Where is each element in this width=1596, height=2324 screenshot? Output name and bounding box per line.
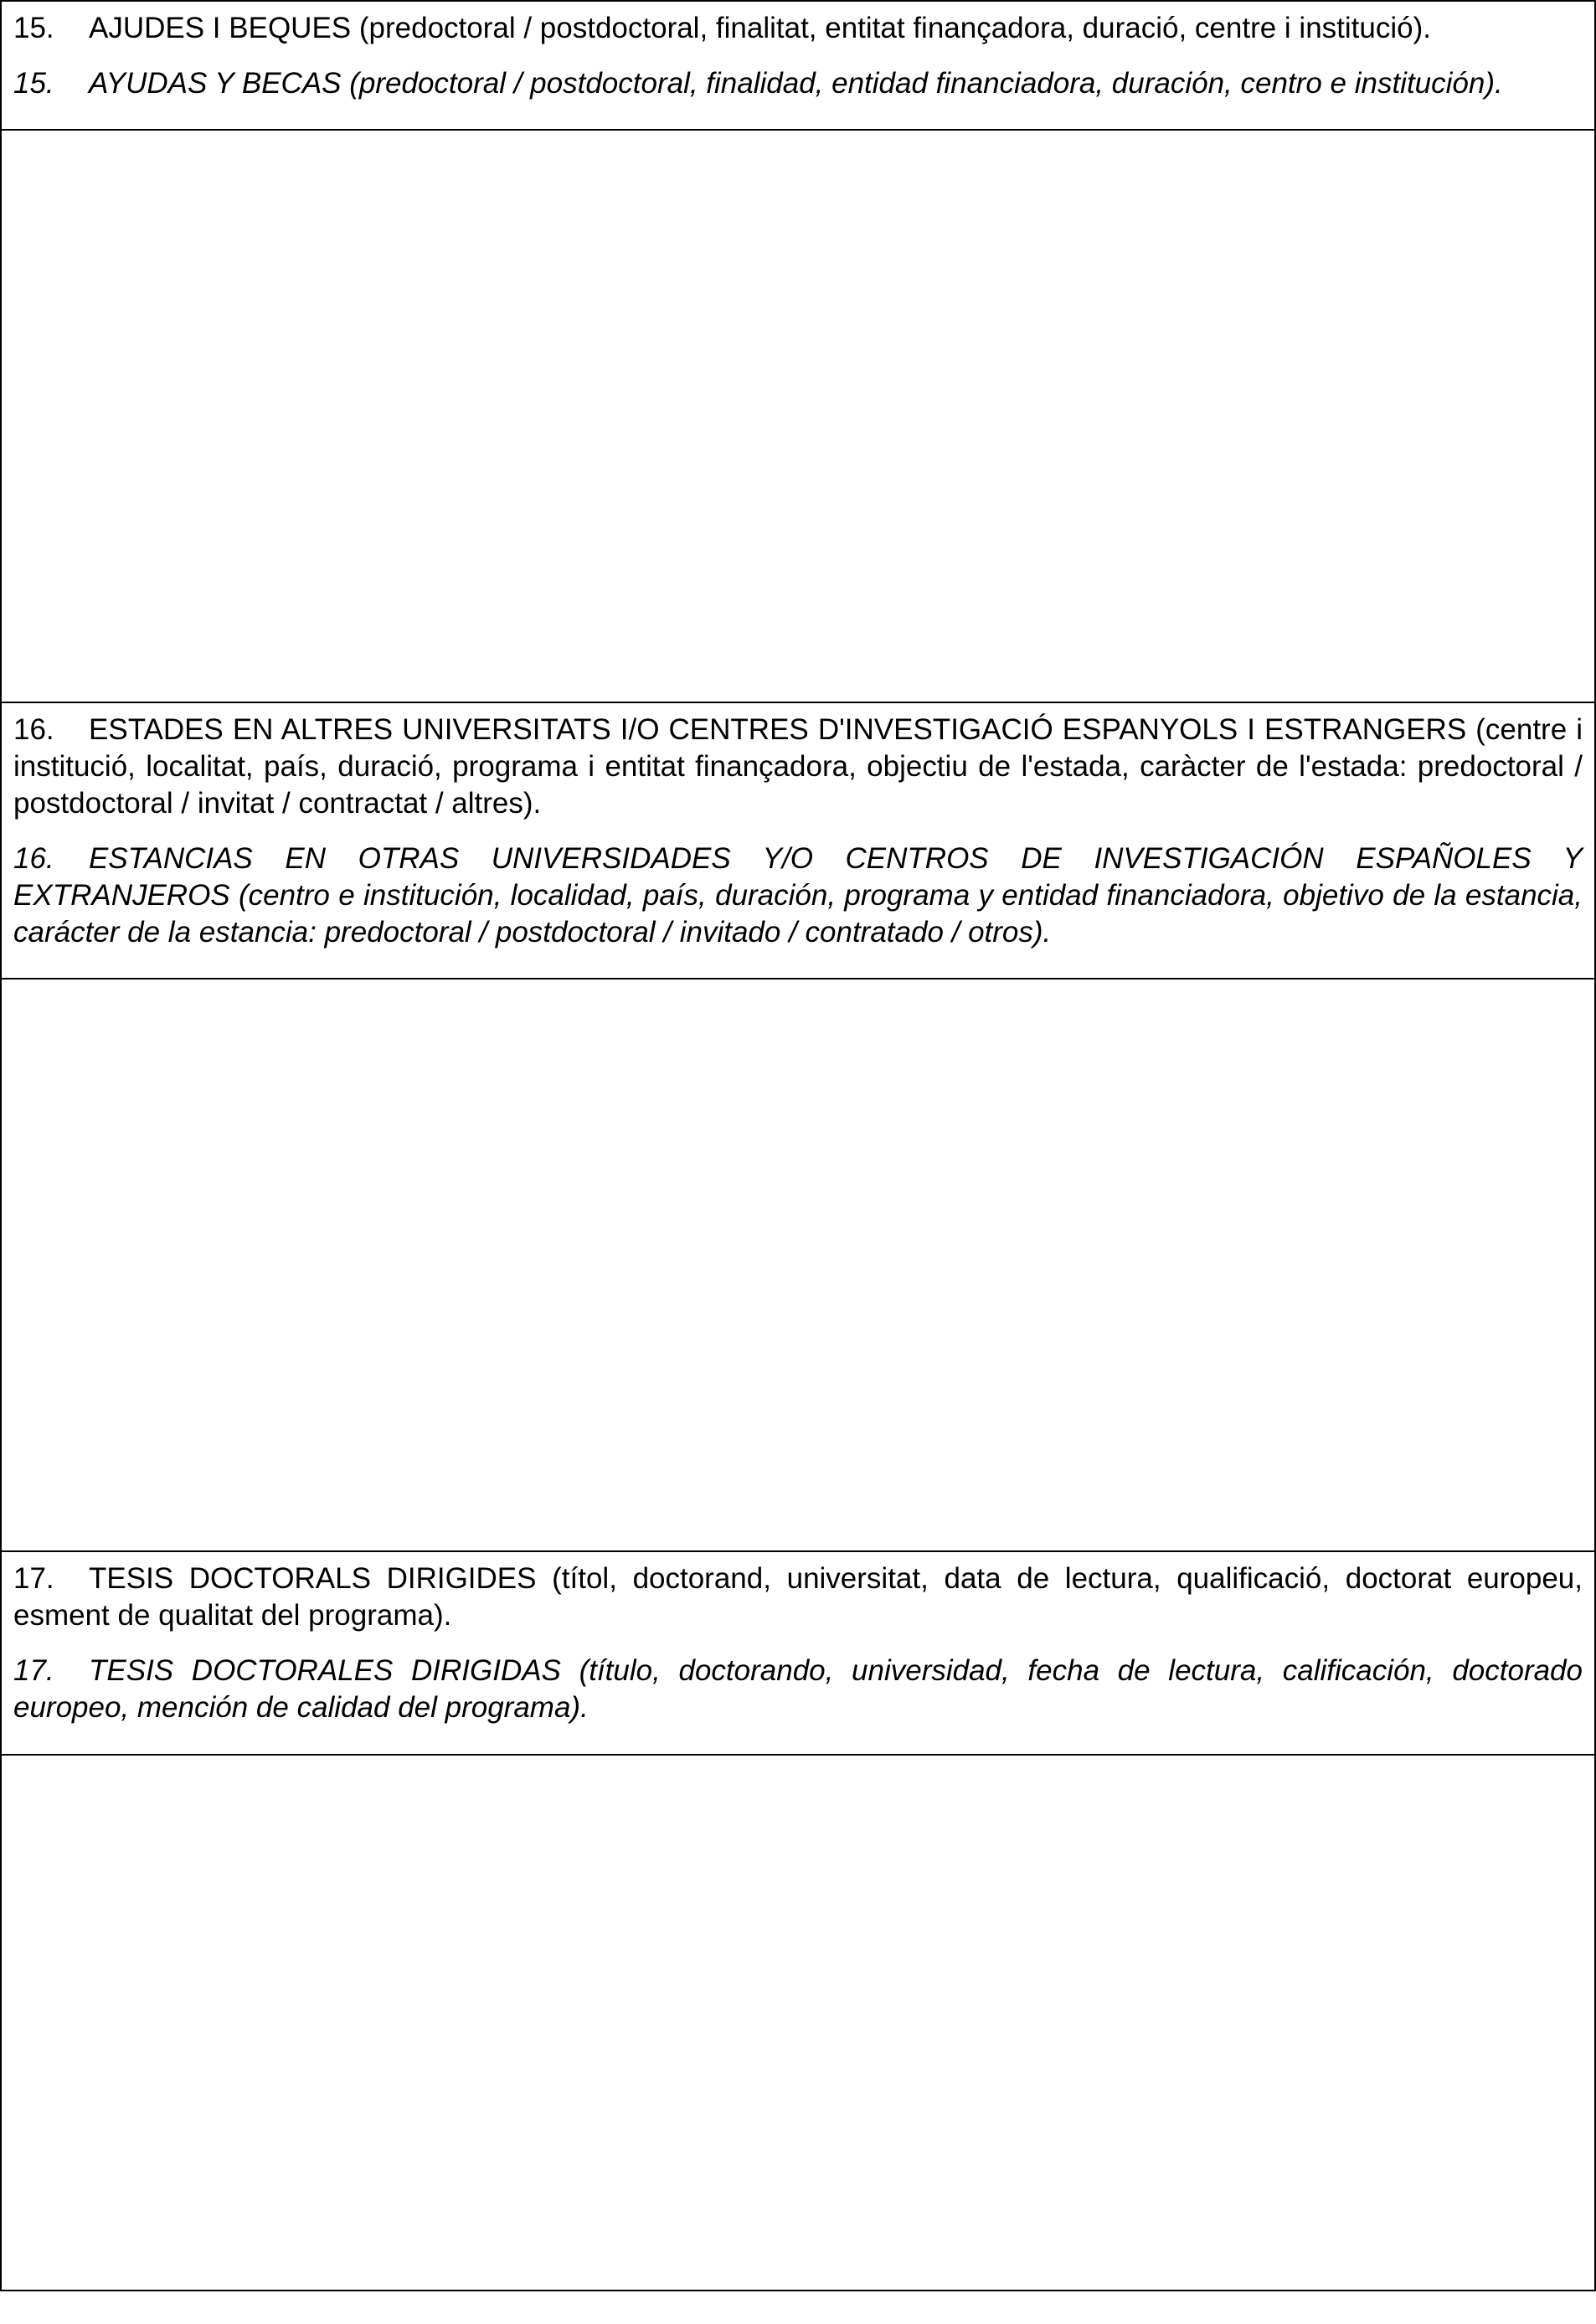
section-16-title-es bbox=[13, 841, 1583, 951]
section-16-title-ca bbox=[13, 712, 1583, 822]
section-16-number-es: 16. bbox=[13, 842, 54, 875]
section-17-header bbox=[0, 1552, 1596, 1756]
section-15-title-es bbox=[13, 65, 1583, 102]
section-17-title-es bbox=[13, 1653, 1583, 1726]
section-17-number-es: 17. bbox=[13, 1654, 54, 1687]
section-16-text-ca: ESTADES EN ALTRES UNIVERSITATS I/O CENTRES D'INVESTIGACIÓ ESPANYOLS I ESTRANGERS (centre i institució, localitat, país, duració, programa i entitat finançadora, objectiu de l'estada, caràcter de l'estada: predoctoral / postdoctoral / invitat / contractat / altres). bbox=[13, 713, 1583, 820]
section-15-title-ca bbox=[13, 10, 1583, 47]
section-15-answer-box[interactable] bbox=[0, 131, 1596, 703]
section-17-title-ca bbox=[13, 1560, 1583, 1634]
section-16-text-es: ESTANCIAS EN OTRAS UNIVERSIDADES Y/O CENTROS DE INVESTIGACIÓN ESPAÑOLES Y EXTRANJEROS (centro e institución, localidad, país, duración, programa y entidad financiadora, objetivo de la estancia, carácter de la estancia: predoctoral / postdoctoral / invitado / contratado / otros). bbox=[13, 842, 1583, 949]
section-16-header bbox=[0, 703, 1596, 979]
section-17-number-ca: 17. bbox=[13, 1562, 54, 1595]
section-15-header bbox=[0, 0, 1596, 131]
section-15-number-ca: 15. bbox=[13, 12, 54, 44]
section-17-text-es: TESIS DOCTORALES DIRIGIDAS (título, doctorando, universidad, fecha de lectura, calificación, doctorado europeo, mención de calidad del programa). bbox=[13, 1654, 1583, 1724]
section-16-answer-box[interactable] bbox=[0, 979, 1596, 1552]
section-15-number-es: 15. bbox=[13, 67, 54, 100]
section-17-answer-box[interactable] bbox=[0, 1756, 1596, 2291]
section-16-number-ca: 16. bbox=[13, 713, 54, 746]
section-15-text-es: AYUDAS Y BECAS (predoctoral / postdoctoral, finalidad, entidad financiadora, duración, centro e institución). bbox=[89, 67, 1503, 100]
section-17-text-ca: TESIS DOCTORALS DIRIGIDES (títol, doctorand, universitat, data de lectura, qualificació, doctorat europeu, esment de qualitat del programa). bbox=[13, 1562, 1583, 1632]
section-15-text-ca: AJUDES I BEQUES (predoctoral / postdoctoral, finalitat, entitat finançadora, duració, centre i institució). bbox=[89, 12, 1431, 44]
